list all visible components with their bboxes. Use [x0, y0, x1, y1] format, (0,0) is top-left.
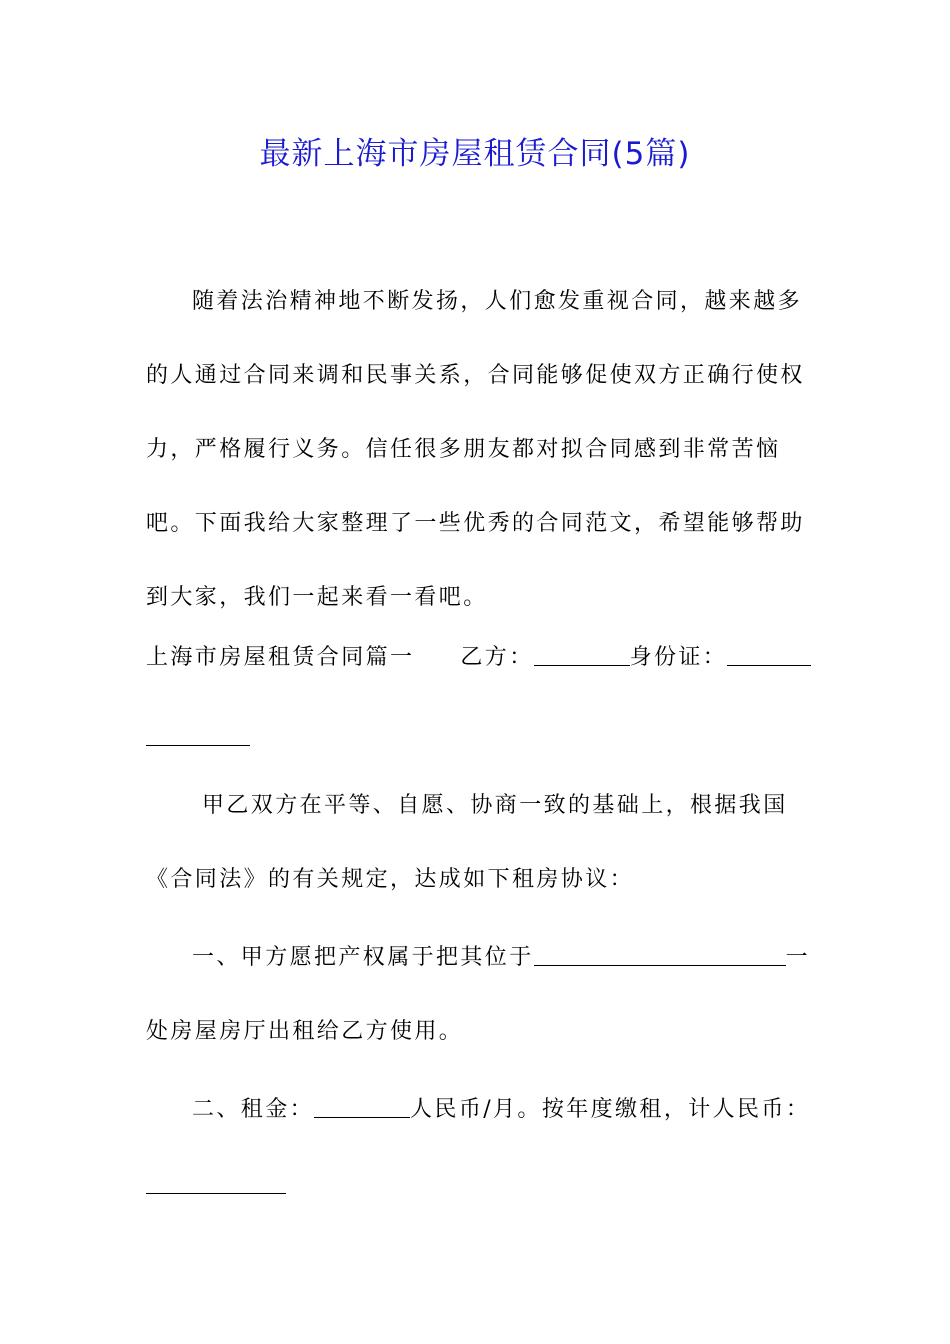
id-blank-2 [146, 723, 250, 746]
rent-annual-blank-line [146, 1166, 286, 1206]
basis-line-2 [146, 860, 634, 900]
clause-2-label: 二、租金： [192, 1097, 315, 1122]
party-b-label: 乙方： [460, 645, 534, 670]
clause-1-text: 一、甲方愿把产权属于把其位于 [192, 945, 534, 970]
rent-annual-blank [146, 1171, 286, 1194]
party-b-blank [534, 643, 630, 666]
clause-1-suffix: 一 [785, 945, 811, 970]
id-blank-1 [727, 643, 811, 666]
clause-2-indent [146, 1097, 192, 1122]
clause-1-line-2 [146, 1012, 463, 1052]
id-blank-line [146, 718, 250, 758]
basis-line-1 [146, 786, 788, 826]
document-title: 最新上海市房屋租赁合同(5篇) [259, 136, 691, 172]
section-heading: 上海市房屋租赁合同篇一 [146, 645, 415, 670]
intro-paragraph [146, 265, 810, 635]
id-label: 身份证： [629, 645, 728, 670]
section-heading-line [146, 638, 811, 678]
clause-2-text: 人民币/月。按年度缴租，计人民币： [410, 1097, 811, 1122]
intro-indent [146, 289, 192, 314]
clause-1-line [146, 938, 810, 978]
clause-2-line [146, 1090, 810, 1130]
rent-monthly-blank [314, 1095, 410, 1118]
basis-indent [146, 793, 202, 818]
basis-text-2: 《合同法》的有关规定，达成如下租房协议： [146, 867, 635, 892]
location-blank [534, 943, 786, 966]
intro-text: 随着法治精神地不断发扬，人们愈发重视合同，越来越多的人通过合同来调和民事关系，合同能够促使双方正确行使权力，严格履行义务。信任很多朋友都对拟合同感到非常苦恼吧。下面我给大家整理了一些优秀的合同范文，希望能够帮助到大家，我们一起来看一看吧。 [146, 289, 805, 610]
basis-text-1: 甲乙双方在平等、自愿、协商一致的基础上，根据我国 [202, 793, 788, 818]
clause-1-indent [146, 945, 192, 970]
clause-1-text-2: 处房屋房厅出租给乙方使用。 [146, 1019, 464, 1044]
